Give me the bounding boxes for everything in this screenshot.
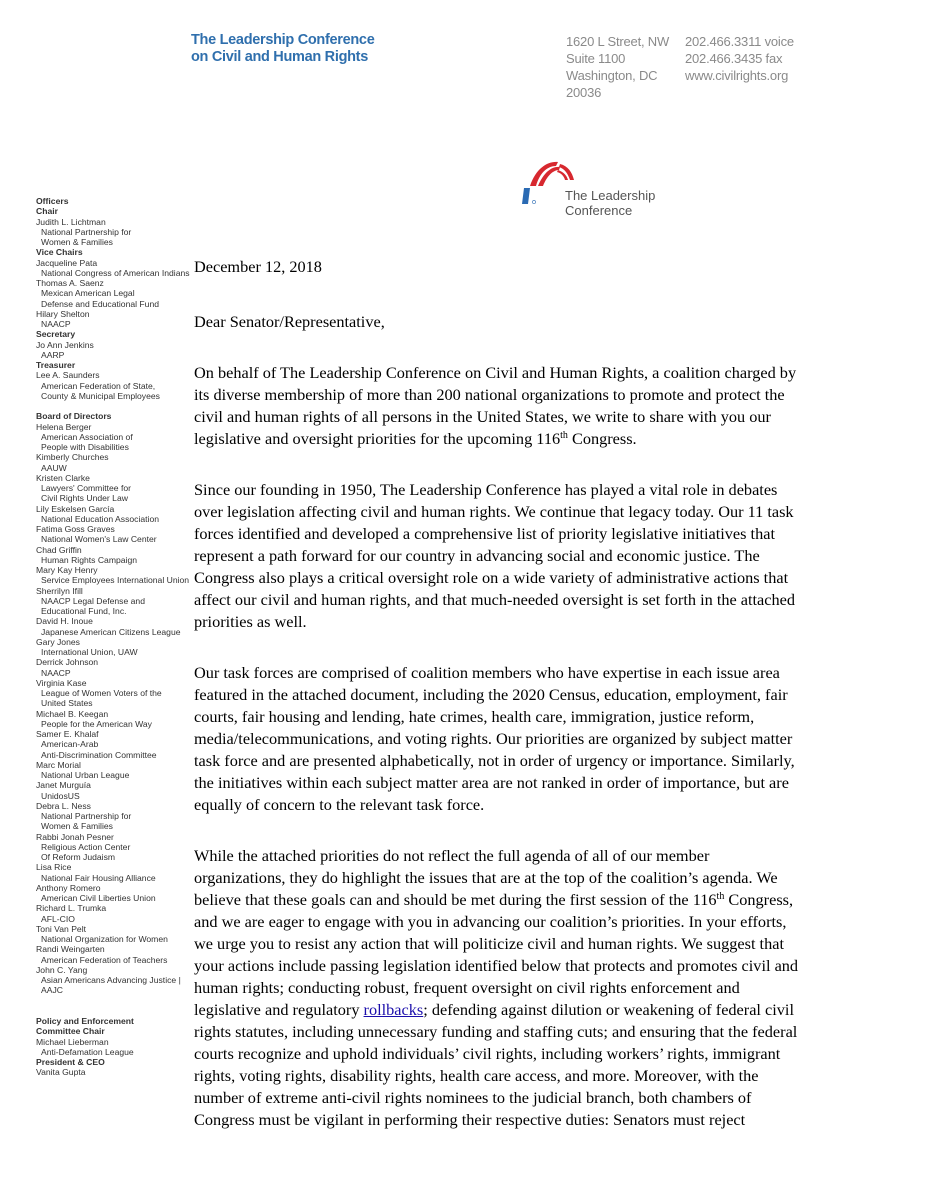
paragraph	[194, 662, 798, 816]
member-organization: Anti-Discrimination Committee	[41, 749, 157, 760]
member-name: Lisa Rice	[36, 862, 72, 873]
member-organization: Of Reform Judaism	[41, 852, 116, 862]
text-segment: Since our founding in 1950, The Leadership Conference has played a vital role in debates	[194, 480, 778, 499]
text-line	[194, 1109, 798, 1131]
org-name-line: The Leadership Conference	[191, 32, 375, 48]
text-line	[194, 794, 798, 816]
text-segment: Congress.	[567, 429, 637, 448]
text-line	[194, 772, 798, 794]
text-line	[194, 706, 798, 728]
sidebar-heading: Officers	[36, 196, 69, 206]
member-name: Richard L. Trumka	[36, 903, 107, 914]
member-name: Hilary Shelton	[36, 308, 90, 319]
member-organization: National Congress of American Indians	[41, 267, 190, 278]
member-organization: Service Employees International Union	[41, 575, 190, 586]
text-line	[194, 362, 798, 384]
member-organization: Mexican American Legal	[41, 288, 135, 299]
text-segment: Congress also plays a critical oversight role on a wide variety of administrative actions that	[194, 568, 789, 587]
member-organization: Lawyers' Committee for	[41, 483, 131, 493]
sidebar-heading: Board of Directors	[36, 411, 112, 422]
text-line	[194, 384, 798, 406]
member-organization: UnidosUS	[41, 790, 80, 801]
text-segment: featured in the attached document, including the 2020 Census, education, employment, fair	[194, 685, 788, 704]
member-name: Randi Weingarten	[36, 944, 105, 955]
text-line	[194, 567, 798, 589]
member-organization: Women & Families	[41, 237, 113, 247]
text-line	[194, 1043, 798, 1065]
salutation: Dear Senator/Representative,	[194, 312, 385, 331]
member-name: Helena Berger	[36, 421, 92, 432]
spacer	[36, 996, 190, 1006]
logo-text-line: The Leadership	[565, 188, 656, 203]
member-organization: National Education Association	[41, 513, 160, 524]
member-organization: United States	[41, 698, 93, 709]
member-organization: Educational Fund, Inc.	[41, 606, 127, 616]
text-segment: legislative and oversight priorities for the upcoming 116	[194, 429, 561, 448]
text-segment: courts, fair housing and lending, hate crimes, health care, immigration, justice reform,	[194, 707, 755, 726]
website: www.civilrights.org	[685, 68, 789, 83]
member-organization: International Union, UAW	[41, 647, 138, 657]
member-name: Judith L. Lichtman	[36, 216, 106, 227]
logo-text-line: Conference	[565, 203, 633, 218]
text-line	[194, 611, 798, 633]
text-line	[194, 684, 798, 706]
org-name-line: on Civil and Human Rights	[191, 49, 368, 65]
member-organization: County & Municipal Employees	[41, 390, 160, 401]
member-organization: American Association of	[41, 431, 133, 442]
text-segment: courts recognize and uphold individuals’ civil rights, including workers’ rights, immigrant	[194, 1044, 781, 1063]
member-name: Anthony Romero	[36, 882, 101, 893]
sidebar-heading: Chair	[36, 206, 58, 217]
member-organization: Civil Rights Under Law	[41, 493, 128, 504]
member-organization: Women & Families	[41, 821, 113, 832]
text-segment: While the attached priorities do not reflect the full agenda of all of our member	[194, 846, 710, 865]
member-organization: National Women's Law Center	[41, 534, 157, 545]
address-line: Suite 1100	[566, 51, 626, 66]
member-organization: NAACP	[41, 667, 71, 678]
member-name: Sherrilyn Ifill	[36, 585, 83, 596]
logo-text	[565, 188, 655, 218]
text-segment: believe that these goals can and should be met during the first session of the 116	[194, 890, 717, 909]
rollbacks-link[interactable]: rollbacks	[363, 1000, 424, 1019]
text-line	[194, 1021, 798, 1043]
member-name: Rabbi Jonah Pesner	[36, 831, 114, 842]
member-name: Lee A. Saunders	[36, 370, 100, 381]
member-name: Jacqueline Pata	[36, 257, 98, 268]
text-line	[194, 545, 798, 567]
text-segment: On behalf of The Leadership Conference on Civil and Human Rights, a coalition charged by	[194, 363, 797, 382]
sidebar-heading: Committee Chair	[36, 1026, 105, 1037]
text-segment: and we are eager to engage with you in advancing our coalition’s priorities. In your efforts,	[194, 912, 787, 931]
text-segment: media/telecommunications, and voting rights. Our priorities are organized by subject matter	[194, 729, 793, 748]
member-name: Chad Griffin	[36, 544, 82, 555]
text-line	[194, 845, 798, 867]
text-line	[194, 589, 798, 611]
text-line	[194, 933, 798, 955]
member-organization: National Fair Housing Alliance	[41, 872, 156, 883]
text-segment: rights, voting rights, disability rights, health care access, and more. Moreover, with the	[194, 1066, 759, 1085]
member-organization: AAJC	[41, 985, 63, 996]
member-organization: National Urban League	[41, 770, 130, 780]
member-organization: NAACP	[41, 319, 71, 329]
member-name: Janet Murguía	[36, 780, 91, 791]
text-line	[194, 501, 798, 523]
letter-date: December 12, 2018	[194, 257, 322, 276]
member-name: John C. Yang	[36, 964, 88, 975]
member-organization: AAUW	[41, 462, 67, 473]
text-segment: rights statutes, including unnecessary funding and staffing cuts; and ensuring that the federal	[194, 1022, 798, 1041]
member-organization: National Organization for Women	[41, 934, 168, 944]
spacer	[36, 1006, 190, 1016]
text-line	[194, 977, 798, 999]
text-segment: your actions include passing legislation identified below that protects and promotes civil and	[194, 956, 799, 975]
text-segment: represent a path forward for our country in advancing social and economic justice. The	[194, 546, 760, 565]
superscript: th	[560, 430, 568, 441]
text-segment: the initiatives within each subject matter area are not ranked in order of importance, but are	[194, 773, 789, 792]
text-line	[194, 1065, 798, 1087]
member-organization: Japanese American Citizens League	[41, 626, 181, 637]
member-name: Lily Eskelsen García	[36, 503, 115, 514]
text-line	[194, 728, 798, 750]
member-organization: AARP	[41, 349, 65, 360]
text-line	[194, 523, 798, 545]
text-line	[194, 662, 798, 684]
text-line	[194, 1087, 798, 1109]
member-name: Fatima Goss Graves	[36, 524, 115, 534]
member-name: Kimberly Churches	[36, 452, 109, 463]
text-line	[194, 406, 798, 428]
member-name: Kristen Clarke	[36, 472, 90, 483]
member-organization: Religious Action Center	[41, 841, 131, 852]
organization-name	[191, 32, 374, 66]
text-segment: ; defending against dilution or weakening of federal civil	[423, 1000, 794, 1019]
phone-voice: 202.466.3311 voice	[685, 34, 794, 49]
text-line	[194, 750, 798, 772]
phone-fax: 202.466.3435 fax	[685, 51, 783, 66]
member-organization: American-Arab	[41, 739, 99, 750]
member-name: Marc Morial	[36, 759, 81, 770]
address-line: 20036	[566, 85, 602, 100]
address-line: Washington, DC	[566, 68, 658, 83]
member-name: Toni Van Pelt	[36, 923, 87, 934]
sidebar-heading: Vice Chairs	[36, 247, 83, 258]
paragraph	[194, 845, 798, 1131]
sidebar-heading: Treasurer	[36, 360, 76, 370]
member-organization: American Federation of State,	[41, 380, 156, 391]
text-line	[194, 955, 798, 977]
member-organization: Human Rights Campaign	[41, 554, 138, 565]
member-name: David H. Inoue	[36, 616, 93, 627]
text-segment: civil and human rights of all persons in the United States, we write to share with you our	[194, 407, 771, 426]
sidebar-heading: President & CEO	[36, 1057, 105, 1067]
member-name: Derrick Johnson	[36, 657, 99, 668]
member-organization: American Civil Liberties Union	[41, 893, 156, 903]
member-name: Mary Kay Henry	[36, 565, 98, 575]
text-line	[194, 867, 798, 889]
text-segment: legislative and regulatory	[194, 1000, 364, 1019]
member-name: Jo Ann Jenkins	[36, 339, 94, 350]
sidebar-heading: Secretary	[36, 329, 76, 340]
member-organization: Defense and Educational Fund	[41, 298, 160, 309]
member-name: Michael Lieberman	[36, 1036, 109, 1047]
text-line	[194, 889, 798, 911]
member-name: Samer E. Khalaf	[36, 729, 99, 739]
member-name: Vanita Gupta	[36, 1067, 86, 1078]
text-segment: organizations, they do highlight the issues that are at the top of the coalition’s agenda. We	[194, 868, 778, 887]
text-segment: we urge you to resist any action that will politicize civil and human rights. We suggest that	[194, 934, 784, 953]
member-organization: Asian Americans Advancing Justice |	[41, 975, 181, 985]
member-name: Thomas A. Saenz	[36, 278, 104, 288]
text-line	[194, 911, 798, 933]
text-segment: Congress,	[724, 890, 794, 909]
text-segment: its diverse membership of more than 200 national organizations to promote and protect the	[194, 385, 785, 404]
text-segment: Our task forces are comprised of coalition members who have expertise in each issue area	[194, 663, 780, 682]
spacer	[36, 401, 190, 411]
letter-paragraphs	[194, 362, 798, 1131]
paragraph	[194, 479, 798, 633]
member-name: Debra L. Ness	[36, 800, 91, 811]
member-organization: American Federation of Teachers	[41, 954, 168, 965]
text-segment: priorities as well.	[194, 612, 307, 631]
member-name: Virginia Kase	[36, 677, 87, 688]
member-organization: National Partnership for	[41, 226, 132, 237]
member-organization: Anti-Defamation League	[41, 1046, 134, 1057]
text-line	[194, 479, 798, 501]
member-name: Michael B. Keegan	[36, 708, 109, 719]
text-line	[194, 999, 798, 1021]
text-segment: equally of concern to the relevant task force.	[194, 795, 485, 814]
officers-sidebar	[36, 196, 190, 1078]
text-segment: affect our civil and human rights, and that much-needed oversight is set forth in the attached	[194, 590, 796, 609]
text-segment: number of extreme anti-civil rights nominees to the judicial branch, both chambers of	[194, 1088, 752, 1107]
mailing-address	[566, 33, 669, 101]
text-segment: human rights; conducting robust, frequent oversight on civil rights enforcement and	[194, 978, 740, 997]
text-line	[194, 428, 798, 450]
member-organization: People with Disabilities	[41, 442, 129, 452]
text-segment: task force and are presented alphabetically, not in order of urgency or importance. Similarly,	[194, 751, 795, 770]
text-segment: forces identified and developed a comprehensive list of priority legislative initiatives that	[194, 524, 775, 543]
member-organization: AFL-CIO	[41, 913, 75, 924]
member-name: Gary Jones	[36, 636, 80, 647]
member-organization: League of Women Voters of the	[41, 688, 162, 698]
member-organization: NAACP Legal Defense and	[41, 595, 145, 606]
text-segment: over legislation affecting civil and human rights. We continue that legacy today. Our 11 task	[194, 502, 794, 521]
contact-info	[685, 33, 794, 84]
text-segment: Congress must be vigilant in performing their respective duties: Senators must reject	[194, 1110, 746, 1129]
paragraph	[194, 362, 798, 450]
address-line: 1620 L Street, NW	[566, 34, 670, 49]
superscript: th	[716, 891, 725, 902]
member-organization: People for the American Way	[41, 718, 152, 729]
member-organization: National Partnership for	[41, 811, 132, 821]
letter-body	[194, 256, 798, 1160]
sidebar-heading: Policy and Enforcement	[36, 1016, 134, 1026]
